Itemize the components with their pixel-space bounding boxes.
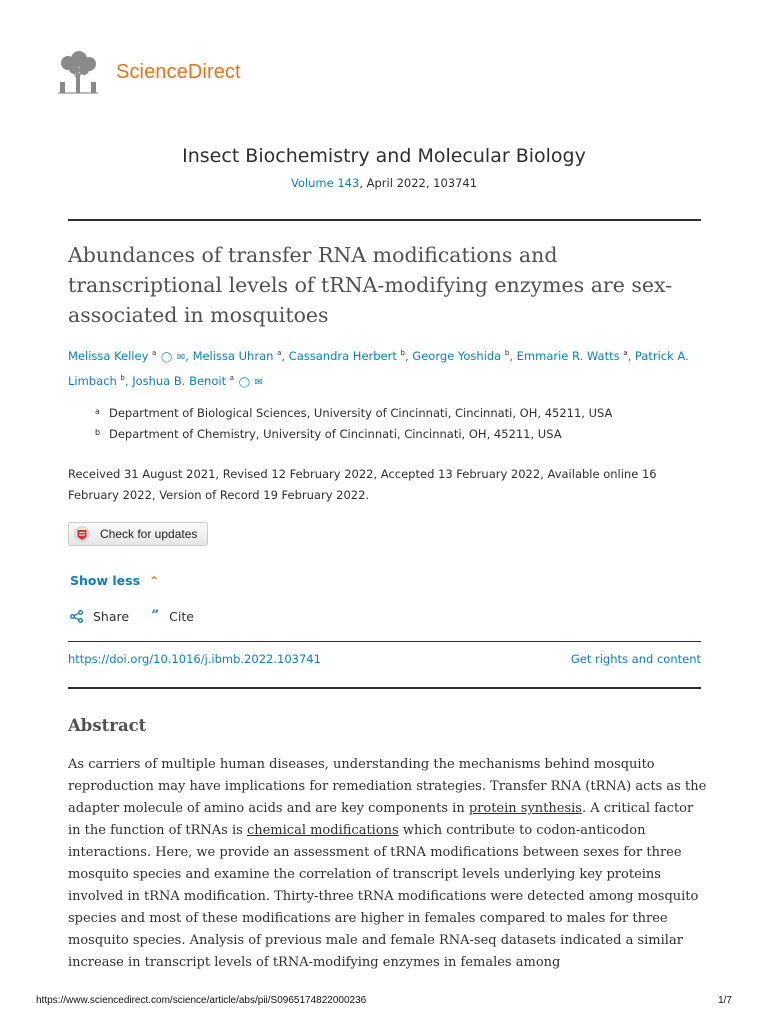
- cite-label: Cite: [169, 608, 194, 624]
- page-number: 1/7: [718, 995, 732, 1006]
- share-label: Share: [93, 608, 130, 624]
- issue-info: [0, 176, 768, 190]
- share-icon: [70, 610, 83, 623]
- elsevier-tree-icon: [52, 49, 104, 95]
- article-actions: [70, 608, 216, 624]
- abstract-segment: which contribute to codon-anticodon interactions. Here, we provide an assessment of tRNA modifications between sexes for three mosquito species and examine the correlation of transcript levels underlying key proteins involved in tRNA modification. Thirty-three tRNA modifications were detected among mosquito species and most of these modifications are higher in females compared to males for three mosquito species. Analysis of previous male and female RNA-seq datasets indicated a similar increase in transcript levels of tRNA-modifying enzymes in females among: [68, 823, 699, 970]
- person-icon[interactable]: ◯: [238, 377, 250, 388]
- envelope-icon[interactable]: ✉: [176, 352, 186, 363]
- doi-top-divider: [68, 641, 701, 642]
- quote-icon: ”: [151, 608, 160, 624]
- envelope-icon[interactable]: ✉: [254, 377, 263, 388]
- author-link[interactable]: Melissa Kelley: [68, 349, 149, 363]
- doi-link[interactable]: https://doi.org/10.1016/j.ibmb.2022.103741: [68, 652, 321, 666]
- affiliation-item: [95, 403, 612, 424]
- affiliation-text: Department of Chemistry, University of Cincinnati, Cincinnati, OH, 45211, USA: [109, 427, 562, 441]
- check-for-updates-label: Check for updates: [100, 527, 198, 541]
- crossmark-icon: [74, 526, 90, 542]
- affiliation-label: b: [95, 428, 101, 437]
- show-less-toggle[interactable]: [70, 573, 159, 588]
- share-button[interactable]: [70, 609, 129, 624]
- affiliation-text: Department of Biological Sciences, University of Cincinnati, Cincinnati, OH, 45211, USA: [109, 406, 613, 420]
- check-for-updates-button[interactable]: [68, 522, 208, 546]
- journal-title[interactable]: Insect Biochemistry and Molecular Biology: [182, 145, 586, 167]
- author-affil-mark: a: [277, 349, 282, 357]
- author-link[interactable]: Joshua B. Benoit: [132, 374, 227, 388]
- chevron-up-icon: ⌃: [149, 573, 160, 588]
- author-affil-mark: b: [504, 349, 510, 357]
- author-list: Melissa Kelley $^a$ ◯ ✉, Melissa Uhran $^a$, Cassandra Herbert $^b$, George Yoshida $^b$, Emmarie R. Watts $^a$, Patrick A. Limbach $^b$, Joshua B. Benoit $^a$ ◯ ✉: [68, 349, 689, 388]
- article-title: Abundances of transfer RNA modifications and transcriptional levels of tRNA-modifying enzymes are sex-associated in mosquitoes: [68, 243, 673, 327]
- chemical-modifications-link[interactable]: chemical modifications: [246, 823, 399, 838]
- rights-link[interactable]: Get rights and content: [570, 652, 701, 666]
- author-link[interactable]: Melissa Uhran: [192, 349, 274, 363]
- affiliations: [95, 403, 612, 445]
- person-icon[interactable]: ◯: [161, 352, 173, 363]
- author-link[interactable]: Emmarie R. Watts: [516, 349, 620, 363]
- header-divider: [68, 219, 701, 221]
- abstract-segment: . A critical factor in the function of tRNAs is: [68, 801, 694, 838]
- article-history: Received 31 August 2021, Revised 12 February 2022, Accepted 13 February 2022, Available online 16 February 2022, Version of Record 19 February 2022.: [68, 467, 657, 502]
- author-link[interactable]: George Yoshida: [412, 349, 502, 363]
- issue-details: , April 2022, 103741: [359, 176, 478, 190]
- affiliation-item: [95, 424, 612, 445]
- abstract-segment: As carriers of multiple human diseases, understanding the mechanisms behind mosquito reproduction may have implications for remediation strategies. Transfer RNA (tRNA) acts as the adapter molecule of amino acids and are key components in: [68, 757, 707, 816]
- author-link[interactable]: Patrick A. Limbach: [68, 349, 689, 388]
- abstract-heading: Abstract: [68, 716, 147, 735]
- author-affil-mark: b: [400, 349, 405, 357]
- show-less-label: Show less: [70, 573, 141, 588]
- sciencedirect-logo[interactable]: [52, 49, 241, 95]
- author-affil-mark: a: [152, 349, 157, 357]
- cite-button[interactable]: [151, 608, 194, 624]
- protein-synthesis-link[interactable]: protein synthesis: [468, 801, 582, 816]
- affiliation-label: a: [95, 407, 100, 416]
- brand-name: ScienceDirect: [116, 60, 241, 83]
- doi-bottom-divider: [68, 687, 701, 689]
- abstract-text: [68, 754, 708, 974]
- author-affil-mark: a: [229, 374, 235, 382]
- author-link[interactable]: Cassandra Herbert: [288, 349, 397, 363]
- author-affil-mark: b: [120, 374, 125, 382]
- volume-link[interactable]: Volume 143: [290, 176, 360, 190]
- print-url: https://www.sciencedirect.com/science/article/abs/pii/S0965174822000236: [36, 995, 367, 1006]
- author-affil-mark: a: [623, 349, 628, 357]
